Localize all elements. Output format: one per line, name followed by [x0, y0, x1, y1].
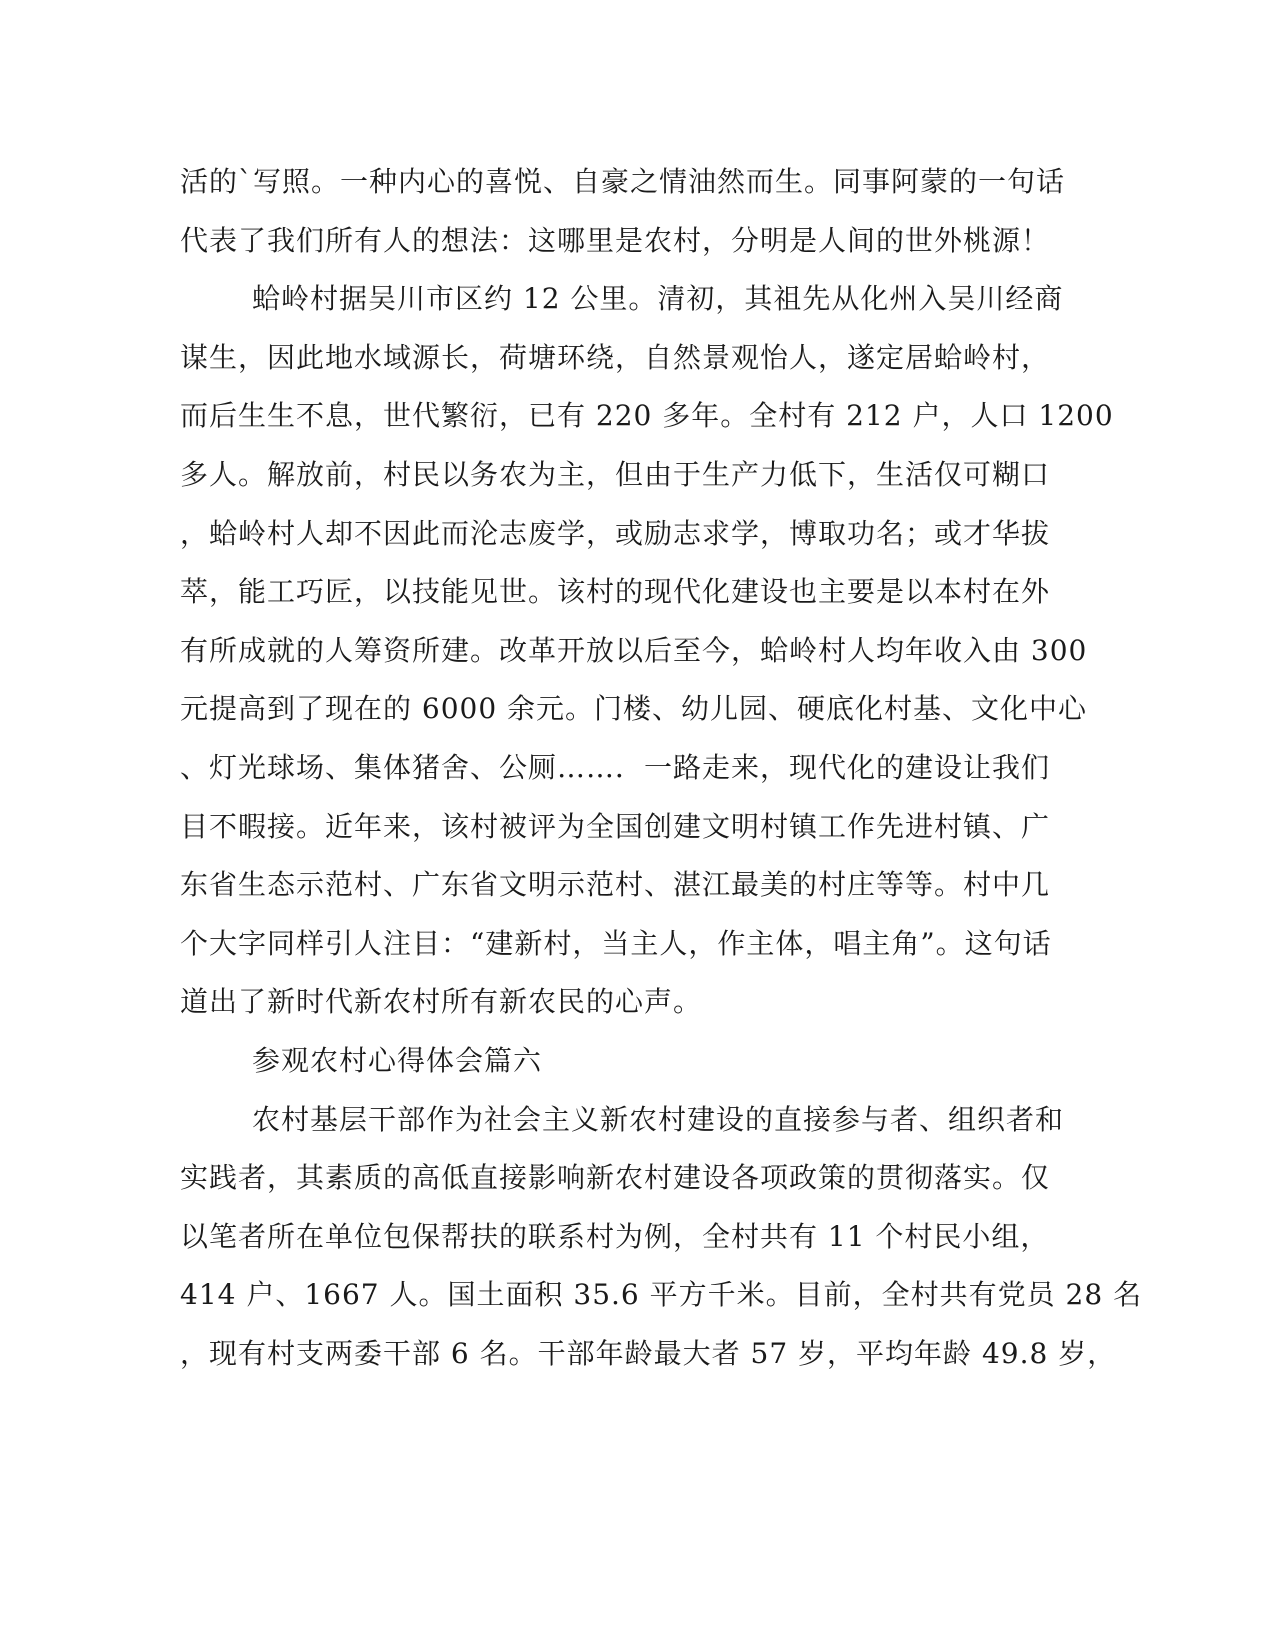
text-line: 多人。解放前，村民以务农为主，但由于生产力低下，生活仅可糊口	[180, 457, 1051, 491]
text-line: 以笔者所在单位包保帮扶的联系村为例，全村共有 11 个村民小组，	[180, 1219, 1050, 1253]
text-line: ，现有村支两委干部 6 名。干部年龄最大者 57 岁，平均年龄 49.8 岁，	[180, 1336, 1117, 1370]
text-line: 而后生生不息，世代繁衍，已有 220 多年。全村有 212 户，人口 1200	[180, 399, 1114, 433]
text-line: 道出了新时代新农村所有新农民的心声。	[180, 985, 703, 1019]
text-line: 谋生，因此地水域源长，荷塘环绕，自然景观怡人，遂定居蛤岭村，	[180, 340, 1051, 374]
paragraph-first-line: 农村基层干部作为社会主义新农村建设的直接参与者、组织者和	[252, 1102, 1065, 1136]
text-line: 活的`写照。一种内心的喜悦、自豪之情油然而生。同事阿蒙的一句话	[180, 165, 1066, 198]
text-line: 东省生态示范村、广东省文明示范村、湛江最美的村庄等等。村中几	[180, 868, 1051, 902]
paragraph-first-line: 蛤岭村据吴川市区约 12 公里。清初，其祖先从化州入吴川经商	[252, 282, 1064, 316]
text-line: 个大字同样引人注目：“建新村，当主人，作主体，唱主角”。这句话	[180, 926, 1052, 960]
text-line: 414 户、1667 人。国土面积 35.6 平方千米。目前，全村共有党员 28 名	[180, 1278, 1143, 1312]
body-text	[180, 153, 1143, 1383]
text-line: 目不暇接。近年来，该村被评为全国创建文明村镇工作先进村镇、广	[180, 809, 1051, 843]
text-line: 代表了我们所有人的想法：这哪里是农村，分明是人间的世外桃源！	[180, 223, 1051, 257]
text-line: 元提高到了现在的 6000 余元。门楼、幼儿园、硬底化村基、文化中心	[180, 692, 1088, 726]
text-line: 有所成就的人筹资所建。改革开放以后至今，蛤岭村人均年收入由 300	[180, 633, 1088, 667]
text-line: 、灯光球场、集体猪舍、公厕……．一路走来，现代化的建设让我们	[180, 750, 1051, 784]
text-line: ，蛤岭村人却不因此而沦志废学，或励志求学，博取功名；或才华拔	[180, 516, 1051, 550]
text-line: 萃，能工巧匠，以技能见世。该村的现代化建设也主要是以本村在外	[180, 575, 1051, 609]
text-line: 实践者，其素质的高低直接影响新农村建设各项政策的贯彻落实。仅	[180, 1161, 1051, 1195]
section-heading: 参观农村心得体会篇六	[252, 1043, 543, 1077]
